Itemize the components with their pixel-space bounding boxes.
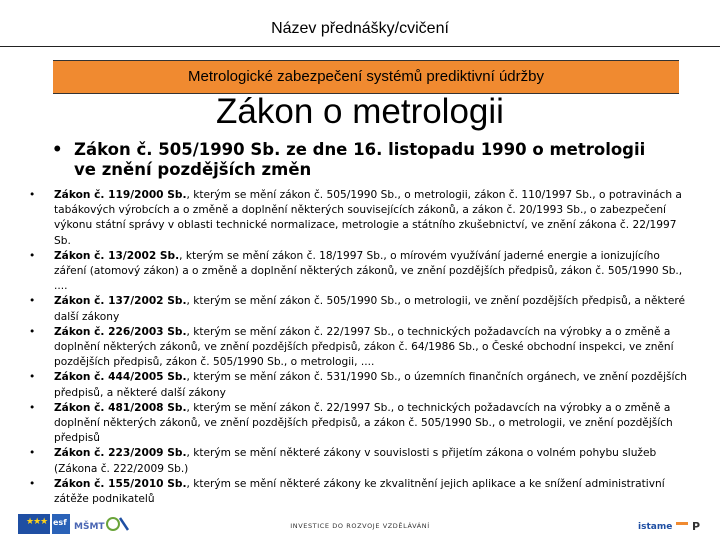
partner-logo: [636, 516, 702, 534]
law-number: Zákon č. 13/2002 Sb.: [54, 249, 180, 262]
msmt-label: MŠMT: [74, 522, 105, 532]
banner: Metrologické zabezpečení systémů prediktivní údržby: [53, 60, 679, 94]
law-number: Zákon č. 226/2003 Sb.: [54, 325, 187, 338]
list-item-text: [54, 446, 694, 476]
law-description: , kterým se mění některé zákony v souvislosti s přijetím zákona o volném pohybu služeb (Zákona č. 222/2009 Sb.): [54, 447, 657, 475]
bullet-icon: •: [52, 140, 63, 159]
law-description: , kterým se mění zákon č. 22/1997 Sb., o technických požadavcích na výrobky a o změně a doplnění některých zákonů, ve znění pozdějších předpisů, a zákon č. 505/1990 Sb., o metrologii, ve znění pozdějších předpisů: [54, 401, 673, 445]
law-description: , kterým se mění zákon č. 531/1990 Sb., o územních finančních orgánech, ve znění pozdějších předpisů, a některé další zákony: [54, 371, 688, 399]
bullet-icon: •: [29, 401, 36, 414]
law-description: , kterým se mění zákon č. 22/1997 Sb., o technických požadavcích na výrobky a o změně a doplnění některých zákonů, ve znění pozdějších předpisů, zákon č. 64/1986 Sb., o České obchodní inspekci, ve znění pozdějších předpisů, zákon č. 505/1990 Sb., o metrologii, ....: [54, 325, 674, 369]
footer-text: INVESTICE DO ROZVOJE VZDĚLÁVÁNÍ: [290, 522, 430, 530]
bullet-icon: •: [29, 447, 36, 460]
list-item-text: [54, 294, 694, 324]
header-divider: [0, 46, 720, 47]
law-number: Zákon č. 444/2005 Sb.: [54, 371, 187, 384]
bullet-icon: •: [29, 325, 36, 338]
list-item-text: [54, 477, 694, 507]
law-number: Zákon č. 155/2010 Sb.: [54, 477, 187, 490]
law-number: Zákon č. 481/2008 Sb.: [54, 401, 187, 414]
list-item: [0, 370, 720, 400]
lead-bullet: [52, 140, 652, 180]
law-description: , kterým se mění zákon č. 505/1990 Sb., o metrologii, ve znění pozdějších předpisů, a některé další zákony: [54, 295, 685, 323]
header-title: Název přednášky/cvičení: [271, 20, 449, 37]
list-item: [0, 446, 720, 476]
lead-text: Zákon č. 505/1990 Sb. ze dne 16. listopadu 1990 o metrologii ve znění pozdějších změn: [74, 140, 646, 179]
list-item-text: [54, 325, 694, 371]
law-description: , kterým se mění některé zákony ke zkvalitnění jejich aplikace a ke snížení administrativní zátěže podnikatelů: [54, 477, 665, 506]
bullet-icon: •: [29, 371, 36, 384]
list-item: [0, 188, 720, 249]
law-number: Zákon č. 223/2009 Sb.: [54, 447, 187, 460]
partner-logo-prefix: P: [692, 520, 701, 533]
law-amendments-list: [0, 188, 720, 507]
list-item-text: [54, 249, 694, 295]
list-item-text: [54, 188, 694, 249]
list-item: [0, 249, 720, 295]
esf-label: esf: [53, 518, 67, 527]
list-item-text: [54, 370, 694, 400]
bullet-icon: •: [29, 249, 36, 262]
list-item: [0, 294, 720, 324]
law-number: Zákon č. 119/2000 Sb.: [54, 189, 187, 201]
bullet-icon: •: [29, 295, 36, 308]
eu-stars-icon: ★★★: [26, 517, 48, 527]
bullet-icon: •: [29, 477, 36, 490]
list-item-text: [54, 401, 694, 447]
list-item: [0, 401, 720, 447]
law-number: Zákon č. 137/2002 Sb.: [54, 295, 187, 308]
law-description: , kterým se mění zákon č. 505/1990 Sb., o metrologii, zákon č. 110/1997 Sb., o potravinách a tabákových výrobcích a o změně a doplnění některých souvisejících zákonů, a zákon č. 20/1993 Sb., o zabezpečení výkonu státní správy v oblasti technické normalizace, metrologie a státního zkušebnictví, ve znění zákona č. 22/1997 Sb.: [54, 189, 682, 247]
partner-logo-text: istame: [638, 522, 673, 532]
page-title: Zákon o metrologii: [216, 92, 504, 131]
list-item: [0, 477, 720, 507]
law-description: , kterým se mění zákon č. 18/1997 Sb., o mírovém využívání jaderné energie a ionizujícího záření (atomový zákon) a o změně a doplnění některých zákonů, ve znění pozdějších předpisů, zákon č. 505/1990 Sb., ....: [54, 249, 683, 293]
partner-logo-accent: [676, 522, 688, 525]
bullet-icon: •: [29, 189, 36, 201]
list-item: [0, 325, 720, 371]
